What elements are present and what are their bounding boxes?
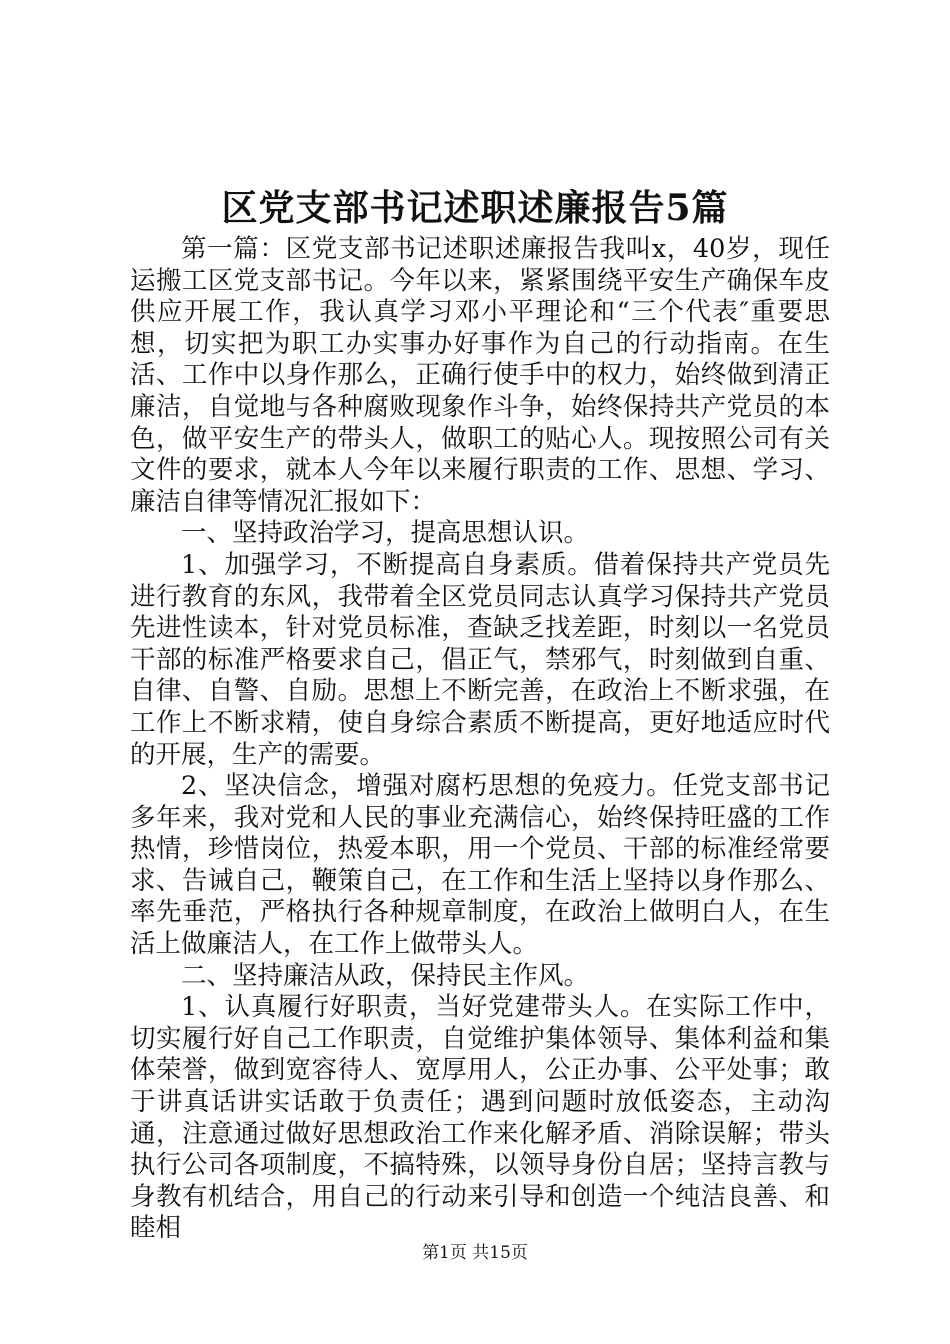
paragraph: 1、加强学习，不断提高自身素质。借着保持共产党员先进行教育的东风，我带着全区党员同志认真学习保持共产党员先进性读本，针对党员标准，查缺乏找差距，时刻以一名党员干部的标准严格要求自己，倡正气，禁邪气，时刻做到自重、自律、自警、自励。思想上不断完善，在政治上不断求强，在工作上不断求精，使自身综合素质不断提高，更好地适应时代的开展，生产的需要。 [130, 549, 830, 770]
section-heading: 一、坚持政治学习，提高思想认识。 [181, 518, 590, 549]
document-title: 区党支部书记述职述廉报告5篇 [221, 187, 729, 229]
page-number-footer: 第1页 共15页 [422, 1243, 528, 1263]
paragraph: 2、坚决信念，增强对腐朽思想的免疫力。任党支部书记多年来，我对党和人民的事业充满信心，始终保持旺盛的工作热情，珍惜岗位，热爱本职，用一个党员、干部的标准经常要求、告诫自己，鞭策自己，在工作和生活上坚持以身作那么、率先垂范，严格执行各种规章制度，在政治上做明白人，在生活上做廉洁人，在工作上做带头人。 [130, 771, 830, 960]
section-heading: 二、坚持廉洁从政，保持民主作风。 [181, 960, 590, 991]
document-body [130, 234, 830, 1245]
paragraph: 第一篇：区党支部书记述职述廉报告我叫x，40岁，现任运搬工区党支部书记。今年以来，紧紧围绕平安生产确保车皮供应开展工作，我认真学习邓小平理论和“三个代表″重要思想，切实把为职工办实事办好事作为自己的行动指南。在生活、工作中以身作那么，正确行使手中的权力，始终做到清正廉洁，自觉地与各种腐败现象作斗争，始终保持共产党员的本色，做平安生产的带头人，做职工的贴心人。现按照公司有关文件的要求，就本人今年以来履行职责的工作、思想、学习、廉洁自律等情况汇报如下： [130, 234, 830, 517]
paragraph: 1、认真履行好职责，当好党建带头人。在实际工作中，切实履行好自己工作职责，自觉维护集体领导、集体利益和集体荣誉，做到宽容待人、宽厚用人，公正办事、公平处事；敢于讲真话讲实话敢于负责任；遇到问题时放低姿态，主动沟通，注意通过做好思想政治工作来化解矛盾、消除误解；带头执行公司各项制度，不搞特殊，以领导身份自居；坚持言教与身教有机结合，用自己的行动来引导和创造一个纯洁良善、和睦相 [130, 992, 830, 1244]
